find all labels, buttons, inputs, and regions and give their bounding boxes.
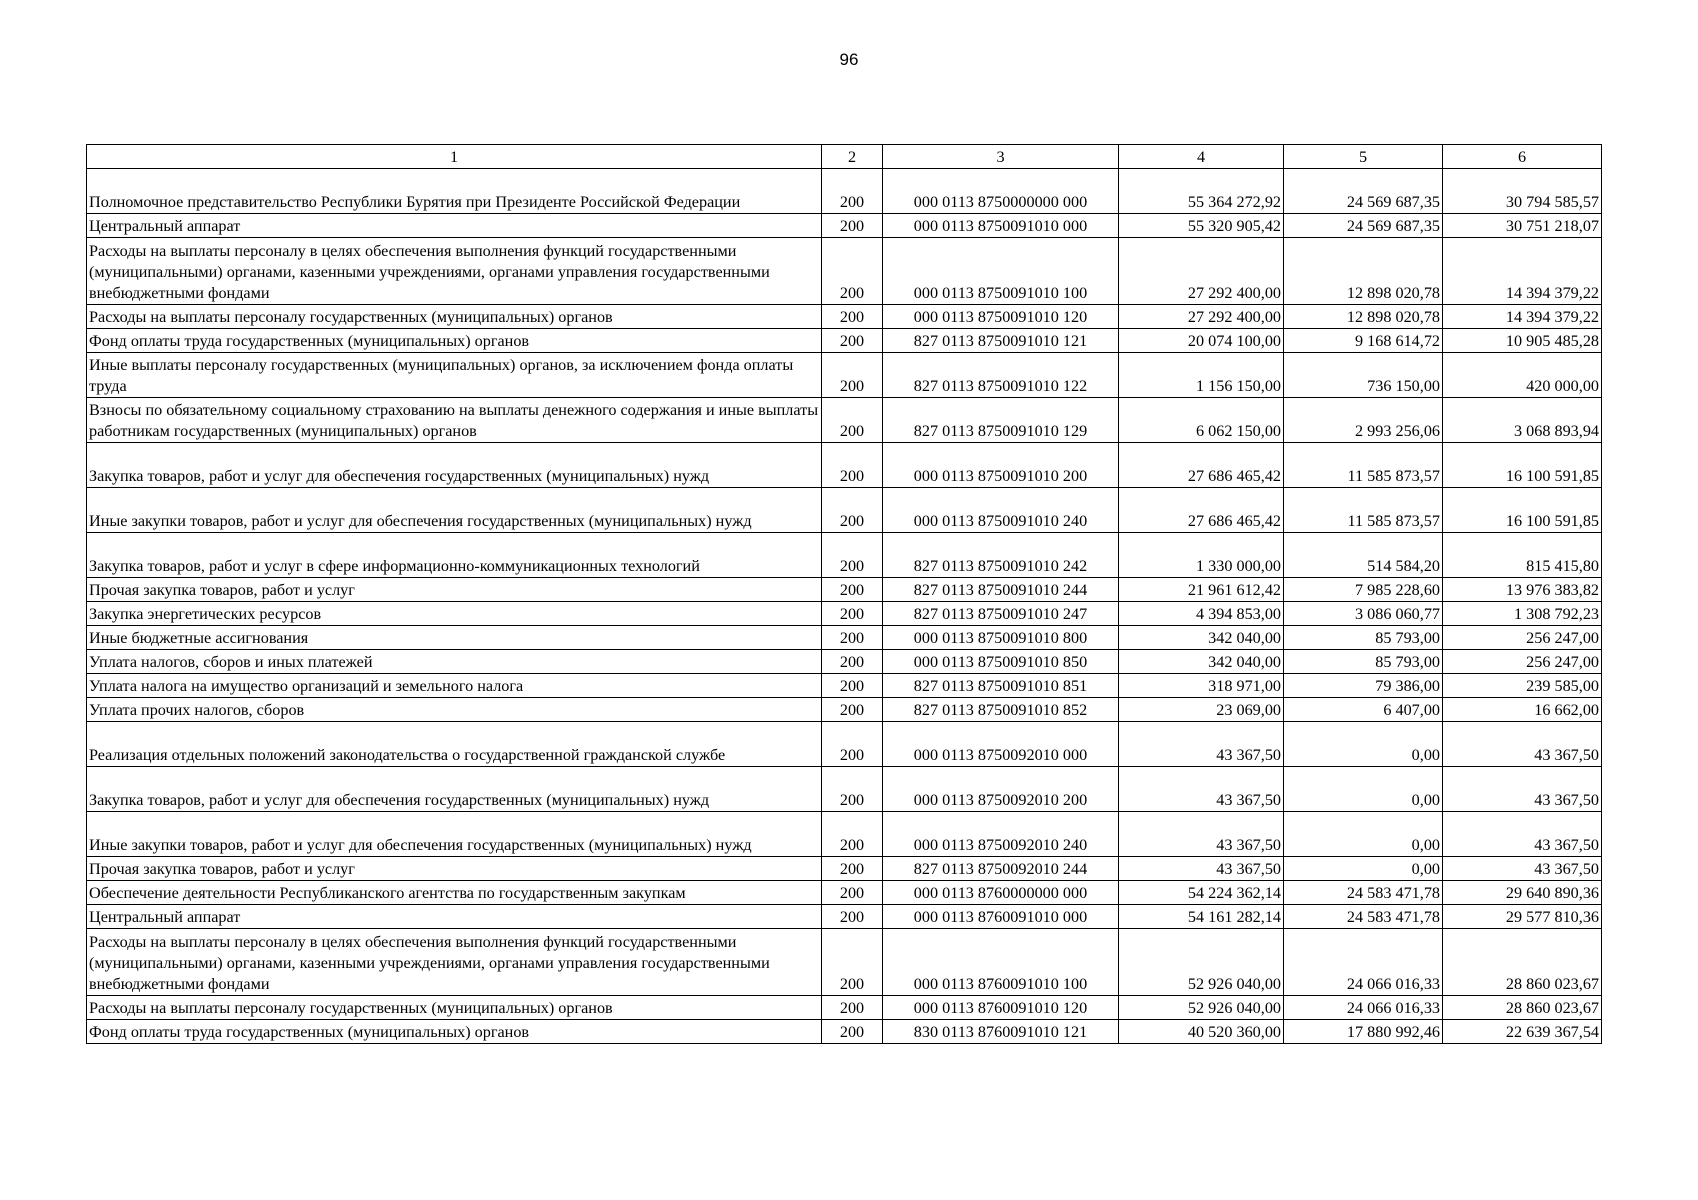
row-value-col4: 40 520 360,00 (1119, 1020, 1284, 1044)
table-row (87, 1020, 1602, 1044)
row-code-cell: 200 (822, 929, 883, 996)
column-header-2: 2 (822, 145, 883, 169)
row-value-col6: 28 860 023,67 (1443, 996, 1602, 1020)
row-value-col6: 420 000,00 (1443, 353, 1602, 398)
page-number: 96 (839, 50, 859, 69)
row-code-cell: 200 (822, 214, 883, 238)
row-name-cell: Закупка товаров, работ и услуг для обеспечения государственных (муниципальных) нужд (87, 443, 822, 488)
row-value-col6: 256 247,00 (1443, 650, 1602, 674)
table-row (87, 996, 1602, 1020)
row-value-col4: 43 367,50 (1119, 767, 1284, 812)
row-code-cell: 200 (822, 767, 883, 812)
row-name-cell: Закупка энергетических ресурсов (87, 602, 822, 626)
row-code-cell: 200 (822, 329, 883, 353)
row-value-col6: 13 976 383,82 (1443, 578, 1602, 602)
row-kbk-cell: 827 0113 8750091010 121 (883, 329, 1119, 353)
column-header-4: 4 (1119, 145, 1284, 169)
row-name-cell: Взносы по обязательному социальному страхованию на выплаты денежного содержания и иные выплаты работникам государственных (муниципальных) органов (87, 398, 822, 443)
row-kbk-cell: 000 0113 8750091010 120 (883, 305, 1119, 329)
row-value-col4: 27 686 465,42 (1119, 488, 1284, 533)
row-value-col6: 16 662,00 (1443, 698, 1602, 722)
row-value-col6: 43 367,50 (1443, 767, 1602, 812)
row-value-col6: 14 394 379,22 (1443, 238, 1602, 305)
row-value-col6: 29 640 890,36 (1443, 881, 1602, 905)
row-code-cell: 200 (822, 674, 883, 698)
row-value-col5: 24 569 687,35 (1284, 214, 1443, 238)
row-kbk-cell: 000 0113 8750092010 200 (883, 767, 1119, 812)
row-value-col4: 55 364 272,92 (1119, 169, 1284, 214)
row-value-col5: 6 407,00 (1284, 698, 1443, 722)
table-body (87, 169, 1602, 1044)
table-row (87, 238, 1602, 305)
row-value-col4: 23 069,00 (1119, 698, 1284, 722)
column-header-3: 3 (883, 145, 1119, 169)
table-row (87, 626, 1602, 650)
row-value-col4: 54 161 282,14 (1119, 905, 1284, 929)
table-header-row (87, 145, 1602, 169)
row-code-cell: 200 (822, 443, 883, 488)
row-value-col6: 43 367,50 (1443, 812, 1602, 857)
row-kbk-cell: 827 0113 8750091010 247 (883, 602, 1119, 626)
table-row (87, 722, 1602, 767)
row-value-col5: 24 583 471,78 (1284, 881, 1443, 905)
row-value-col6: 43 367,50 (1443, 857, 1602, 881)
row-value-col4: 1 156 150,00 (1119, 353, 1284, 398)
row-value-col6: 239 585,00 (1443, 674, 1602, 698)
row-value-col5: 736 150,00 (1284, 353, 1443, 398)
row-value-col5: 7 985 228,60 (1284, 578, 1443, 602)
row-name-cell: Уплата налогов, сборов и иных платежей (87, 650, 822, 674)
row-kbk-cell: 000 0113 8760091010 120 (883, 996, 1119, 1020)
row-kbk-cell: 827 0113 8750091010 122 (883, 353, 1119, 398)
row-code-cell: 200 (822, 626, 883, 650)
row-kbk-cell: 000 0113 8750091010 000 (883, 214, 1119, 238)
row-value-col6: 815 415,80 (1443, 533, 1602, 578)
row-value-col6: 1 308 792,23 (1443, 602, 1602, 626)
row-kbk-cell: 000 0113 8760091010 100 (883, 929, 1119, 996)
row-value-col5: 12 898 020,78 (1284, 238, 1443, 305)
row-code-cell: 200 (822, 1020, 883, 1044)
row-value-col5: 3 086 060,77 (1284, 602, 1443, 626)
table-row (87, 650, 1602, 674)
table-row (87, 674, 1602, 698)
row-code-cell: 200 (822, 722, 883, 767)
row-kbk-cell: 827 0113 8750091010 129 (883, 398, 1119, 443)
row-code-cell: 200 (822, 905, 883, 929)
row-name-cell: Расходы на выплаты персоналу государственных (муниципальных) органов (87, 996, 822, 1020)
row-value-col6: 43 367,50 (1443, 722, 1602, 767)
row-value-col6: 256 247,00 (1443, 626, 1602, 650)
table-row (87, 857, 1602, 881)
row-value-col5: 12 898 020,78 (1284, 305, 1443, 329)
row-code-cell: 200 (822, 996, 883, 1020)
row-value-col6: 29 577 810,36 (1443, 905, 1602, 929)
row-code-cell: 200 (822, 881, 883, 905)
row-code-cell: 200 (822, 650, 883, 674)
row-value-col6: 28 860 023,67 (1443, 929, 1602, 996)
row-code-cell: 200 (822, 305, 883, 329)
table-row (87, 169, 1602, 214)
row-code-cell: 200 (822, 398, 883, 443)
table-row (87, 929, 1602, 996)
row-value-col4: 27 292 400,00 (1119, 238, 1284, 305)
row-value-col5: 79 386,00 (1284, 674, 1443, 698)
row-value-col5: 24 583 471,78 (1284, 905, 1443, 929)
row-value-col5: 0,00 (1284, 722, 1443, 767)
row-value-col4: 6 062 150,00 (1119, 398, 1284, 443)
table-row (87, 905, 1602, 929)
row-code-cell: 200 (822, 169, 883, 214)
table-row (87, 398, 1602, 443)
row-value-col5: 24 066 016,33 (1284, 996, 1443, 1020)
row-kbk-cell: 000 0113 8760091010 000 (883, 905, 1119, 929)
row-value-col5: 11 585 873,57 (1284, 488, 1443, 533)
row-value-col4: 21 961 612,42 (1119, 578, 1284, 602)
row-value-col6: 14 394 379,22 (1443, 305, 1602, 329)
row-code-cell: 200 (822, 488, 883, 533)
row-kbk-cell: 000 0113 8750091010 240 (883, 488, 1119, 533)
row-value-col5: 17 880 992,46 (1284, 1020, 1443, 1044)
row-name-cell: Иные закупки товаров, работ и услуг для обеспечения государственных (муниципальных) нужд (87, 812, 822, 857)
row-value-col4: 318 971,00 (1119, 674, 1284, 698)
row-name-cell: Расходы на выплаты персоналу в целях обеспечения выполнения функций государственными (муниципальными) органами, казенными учреждениями, органами управления государственными внебюджетными фондами (87, 929, 822, 996)
row-kbk-cell: 000 0113 8750000000 000 (883, 169, 1119, 214)
column-header-5: 5 (1284, 145, 1443, 169)
row-kbk-cell: 827 0113 8750092010 244 (883, 857, 1119, 881)
row-name-cell: Прочая закупка товаров, работ и услуг (87, 578, 822, 602)
table-row (87, 214, 1602, 238)
row-value-col6: 22 639 367,54 (1443, 1020, 1602, 1044)
row-value-col6: 16 100 591,85 (1443, 488, 1602, 533)
row-value-col5: 9 168 614,72 (1284, 329, 1443, 353)
row-value-col4: 4 394 853,00 (1119, 602, 1284, 626)
row-name-cell: Расходы на выплаты персоналу государственных (муниципальных) органов (87, 305, 822, 329)
row-code-cell: 200 (822, 602, 883, 626)
column-header-1: 1 (87, 145, 822, 169)
row-name-cell: Уплата налога на имущество организаций и земельного налога (87, 674, 822, 698)
budget-table (86, 144, 1602, 1044)
row-value-col5: 85 793,00 (1284, 650, 1443, 674)
row-name-cell: Расходы на выплаты персоналу в целях обеспечения выполнения функций государственными (муниципальными) органами, казенными учреждениями, органами управления государственными внебюджетными фондами (87, 238, 822, 305)
table-row (87, 698, 1602, 722)
row-kbk-cell: 000 0113 8750091010 100 (883, 238, 1119, 305)
row-name-cell: Фонд оплаты труда государственных (муниципальных) органов (87, 1020, 822, 1044)
row-code-cell: 200 (822, 578, 883, 602)
row-kbk-cell: 827 0113 8750091010 242 (883, 533, 1119, 578)
row-name-cell: Реализация отдельных положений законодательства о государственной гражданской службе (87, 722, 822, 767)
table-row (87, 812, 1602, 857)
table-row (87, 533, 1602, 578)
row-value-col4: 342 040,00 (1119, 626, 1284, 650)
row-kbk-cell: 000 0113 8750091010 850 (883, 650, 1119, 674)
row-value-col4: 27 686 465,42 (1119, 443, 1284, 488)
row-value-col6: 30 794 585,57 (1443, 169, 1602, 214)
row-value-col6: 30 751 218,07 (1443, 214, 1602, 238)
row-value-col4: 52 926 040,00 (1119, 996, 1284, 1020)
row-name-cell: Иные закупки товаров, работ и услуг для обеспечения государственных (муниципальных) нужд (87, 488, 822, 533)
row-value-col5: 0,00 (1284, 857, 1443, 881)
row-value-col6: 3 068 893,94 (1443, 398, 1602, 443)
row-name-cell: Иные выплаты персоналу государственных (муниципальных) органов, за исключением фонда оплаты труда (87, 353, 822, 398)
table-row (87, 443, 1602, 488)
row-code-cell: 200 (822, 698, 883, 722)
row-value-col6: 10 905 485,28 (1443, 329, 1602, 353)
row-value-col5: 0,00 (1284, 812, 1443, 857)
row-value-col4: 20 074 100,00 (1119, 329, 1284, 353)
row-value-col4: 55 320 905,42 (1119, 214, 1284, 238)
row-name-cell: Иные бюджетные ассигнования (87, 626, 822, 650)
table-row (87, 488, 1602, 533)
row-code-cell: 200 (822, 812, 883, 857)
row-value-col5: 0,00 (1284, 767, 1443, 812)
row-value-col4: 342 040,00 (1119, 650, 1284, 674)
row-name-cell: Прочая закупка товаров, работ и услуг (87, 857, 822, 881)
row-value-col5: 2 993 256,06 (1284, 398, 1443, 443)
row-value-col4: 52 926 040,00 (1119, 929, 1284, 996)
row-value-col5: 85 793,00 (1284, 626, 1443, 650)
row-value-col5: 24 066 016,33 (1284, 929, 1443, 996)
table-row (87, 305, 1602, 329)
row-value-col4: 54 224 362,14 (1119, 881, 1284, 905)
table-row (87, 329, 1602, 353)
row-kbk-cell: 827 0113 8750091010 244 (883, 578, 1119, 602)
row-kbk-cell: 000 0113 8750092010 000 (883, 722, 1119, 767)
row-name-cell: Центральный аппарат (87, 214, 822, 238)
row-name-cell: Полномочное представительство Республики Бурятия при Президенте Российской Федерации (87, 169, 822, 214)
table-row (87, 353, 1602, 398)
row-kbk-cell: 000 0113 8750091010 200 (883, 443, 1119, 488)
row-name-cell: Фонд оплаты труда государственных (муниципальных) органов (87, 329, 822, 353)
row-value-col4: 43 367,50 (1119, 722, 1284, 767)
row-code-cell: 200 (822, 238, 883, 305)
row-value-col5: 11 585 873,57 (1284, 443, 1443, 488)
row-value-col5: 514 584,20 (1284, 533, 1443, 578)
table-row (87, 578, 1602, 602)
row-name-cell: Обеспечение деятельности Республиканского агентства по государственным закупкам (87, 881, 822, 905)
row-kbk-cell: 000 0113 8750092010 240 (883, 812, 1119, 857)
row-value-col4: 27 292 400,00 (1119, 305, 1284, 329)
row-name-cell: Закупка товаров, работ и услуг для обеспечения государственных (муниципальных) нужд (87, 767, 822, 812)
row-code-cell: 200 (822, 533, 883, 578)
row-code-cell: 200 (822, 857, 883, 881)
row-kbk-cell: 000 0113 8750091010 800 (883, 626, 1119, 650)
row-value-col4: 43 367,50 (1119, 812, 1284, 857)
row-code-cell: 200 (822, 353, 883, 398)
row-name-cell: Закупка товаров, работ и услуг в сфере информационно-коммуникационных технологий (87, 533, 822, 578)
row-kbk-cell: 827 0113 8750091010 852 (883, 698, 1119, 722)
row-kbk-cell: 830 0113 8760091010 121 (883, 1020, 1119, 1044)
column-header-6: 6 (1443, 145, 1602, 169)
row-value-col4: 1 330 000,00 (1119, 533, 1284, 578)
table-row (87, 767, 1602, 812)
table-row (87, 602, 1602, 626)
row-value-col6: 16 100 591,85 (1443, 443, 1602, 488)
row-value-col4: 43 367,50 (1119, 857, 1284, 881)
row-kbk-cell: 000 0113 8760000000 000 (883, 881, 1119, 905)
table-row (87, 881, 1602, 905)
row-kbk-cell: 827 0113 8750091010 851 (883, 674, 1119, 698)
row-name-cell: Уплата прочих налогов, сборов (87, 698, 822, 722)
row-value-col5: 24 569 687,35 (1284, 169, 1443, 214)
row-name-cell: Центральный аппарат (87, 905, 822, 929)
